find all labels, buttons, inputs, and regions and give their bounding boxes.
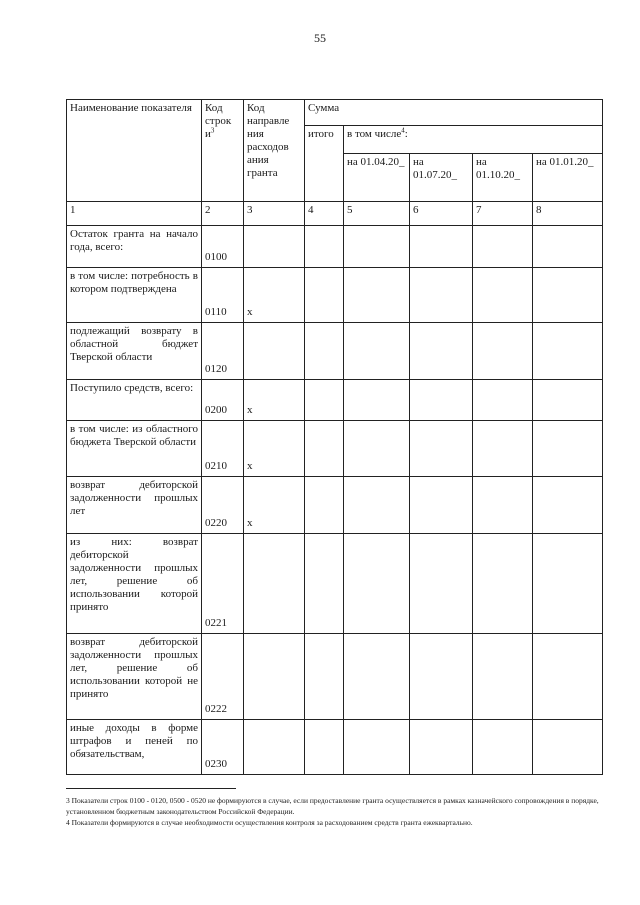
- report-table: [66, 99, 603, 775]
- table-row: [67, 268, 603, 323]
- table-row: [67, 421, 603, 477]
- value-cell: [410, 477, 473, 534]
- value-cell: [473, 477, 533, 534]
- row-code: 0220: [202, 477, 244, 534]
- value-cell: [473, 634, 533, 720]
- value-cell: [305, 421, 344, 477]
- value-cell: [305, 477, 344, 534]
- value-cell: [410, 634, 473, 720]
- value-cell: [473, 268, 533, 323]
- value-cell: [473, 421, 533, 477]
- value-cell: [533, 534, 603, 634]
- row-label: возврат дебиторской задолженности прошлых лет: [67, 477, 202, 534]
- row-direction-code: [244, 323, 305, 380]
- value-cell: [344, 720, 410, 775]
- header-name: Наименование показателя: [67, 100, 202, 202]
- value-cell: [533, 634, 603, 720]
- value-cell: [473, 323, 533, 380]
- column-number-6: 6: [410, 202, 473, 226]
- header-date-1: на 01.04.20_: [344, 154, 410, 202]
- value-cell: [473, 380, 533, 421]
- page-number: 55: [314, 31, 326, 45]
- column-number-3: 3: [244, 202, 305, 226]
- value-cell: [533, 421, 603, 477]
- value-cell: [305, 380, 344, 421]
- value-cell: [410, 268, 473, 323]
- row-code: 0100: [202, 226, 244, 268]
- header-date-4: на 01.01.20_: [533, 154, 603, 202]
- row-code: 0120: [202, 323, 244, 380]
- row-label: в том числе: потребность в котором подтверждена: [67, 268, 202, 323]
- row-code: 0200: [202, 380, 244, 421]
- table-row: [67, 380, 603, 421]
- value-cell: [305, 720, 344, 775]
- row-direction-code: x: [244, 421, 305, 477]
- row-direction-code: [244, 634, 305, 720]
- row-direction-code: [244, 534, 305, 634]
- row-direction-code: x: [244, 268, 305, 323]
- value-cell: [410, 421, 473, 477]
- row-label: Поступило средств, всего:: [67, 380, 202, 421]
- row-code: 0110: [202, 268, 244, 323]
- table-row: [67, 634, 603, 720]
- row-label: иные доходы в форме штрафов и пеней по обязательствам,: [67, 720, 202, 775]
- column-number-7: 7: [473, 202, 533, 226]
- value-cell: [533, 720, 603, 775]
- row-direction-code: x: [244, 477, 305, 534]
- row-label: в том числе: из областного бюджета Тверской области: [67, 421, 202, 477]
- footnote-4: 4 Показатели формируются в случае необходимости осуществления контроля за расходованием средств гранта ежеквартально.: [66, 818, 473, 827]
- table-row: [67, 477, 603, 534]
- row-code: 0221: [202, 534, 244, 634]
- value-cell: [410, 534, 473, 634]
- column-number-1: 1: [67, 202, 202, 226]
- value-cell: [344, 380, 410, 421]
- value-cell: [305, 634, 344, 720]
- row-code: 0222: [202, 634, 244, 720]
- value-cell: [305, 268, 344, 323]
- value-cell: [305, 226, 344, 268]
- value-cell: [344, 421, 410, 477]
- header-date-2: на 01.07.20_: [410, 154, 473, 202]
- row-code: 0210: [202, 421, 244, 477]
- header-sum: Сумма: [305, 100, 603, 126]
- value-cell: [533, 323, 603, 380]
- table-header: [67, 100, 603, 226]
- value-cell: [344, 634, 410, 720]
- footnote-separator: [66, 788, 236, 789]
- header-total: итого: [305, 126, 344, 202]
- row-direction-code: [244, 226, 305, 268]
- value-cell: [305, 534, 344, 634]
- value-cell: [533, 226, 603, 268]
- table-row: [67, 720, 603, 775]
- column-number-8: 8: [533, 202, 603, 226]
- value-cell: [473, 226, 533, 268]
- value-cell: [410, 226, 473, 268]
- footnotes: [66, 795, 602, 828]
- value-cell: [344, 534, 410, 634]
- row-label: возврат дебиторской задолженности прошлых лет, решение об использовании которой не принято: [67, 634, 202, 720]
- column-number-4: 4: [305, 202, 344, 226]
- column-number-5: 5: [344, 202, 410, 226]
- value-cell: [410, 380, 473, 421]
- row-label: подлежащий возврату в областной бюджет Тверской области: [67, 323, 202, 380]
- value-cell: [410, 720, 473, 775]
- table-row: [67, 323, 603, 380]
- value-cell: [344, 226, 410, 268]
- value-cell: [473, 534, 533, 634]
- table-row: [67, 226, 603, 268]
- value-cell: [344, 477, 410, 534]
- table-body: [67, 226, 603, 775]
- value-cell: [305, 323, 344, 380]
- row-label: из них: возврат дебиторской задолженности прошлых лет, решение об использовании которой принято: [67, 534, 202, 634]
- row-label: Остаток гранта на начало года, всего:: [67, 226, 202, 268]
- row-direction-code: x: [244, 380, 305, 421]
- footnote-3: 3 Показатели строк 0100 - 0120, 0500 - 0520 не формируются в случае, если предоставление гранта осуществляется в рамках казначейского сопровождения в порядке, установленном бюджетным законодательством Российской Федерации.: [66, 796, 599, 816]
- value-cell: [344, 323, 410, 380]
- value-cell: [533, 477, 603, 534]
- row-direction-code: [244, 720, 305, 775]
- header-direction-code: Код направле ния расходов ания гранта: [244, 100, 305, 202]
- header-row-code: Код строк $и^3$: [202, 100, 244, 202]
- table-row: [67, 534, 603, 634]
- value-cell: [533, 268, 603, 323]
- column-number-2: 2: [202, 202, 244, 226]
- value-cell: [533, 380, 603, 421]
- value-cell: [410, 323, 473, 380]
- value-cell: [344, 268, 410, 323]
- value-cell: [473, 720, 533, 775]
- header-date-3: на 01.10.20_: [473, 154, 533, 202]
- header-including: в том числе$^4$:: [344, 126, 603, 154]
- row-code: 0230: [202, 720, 244, 775]
